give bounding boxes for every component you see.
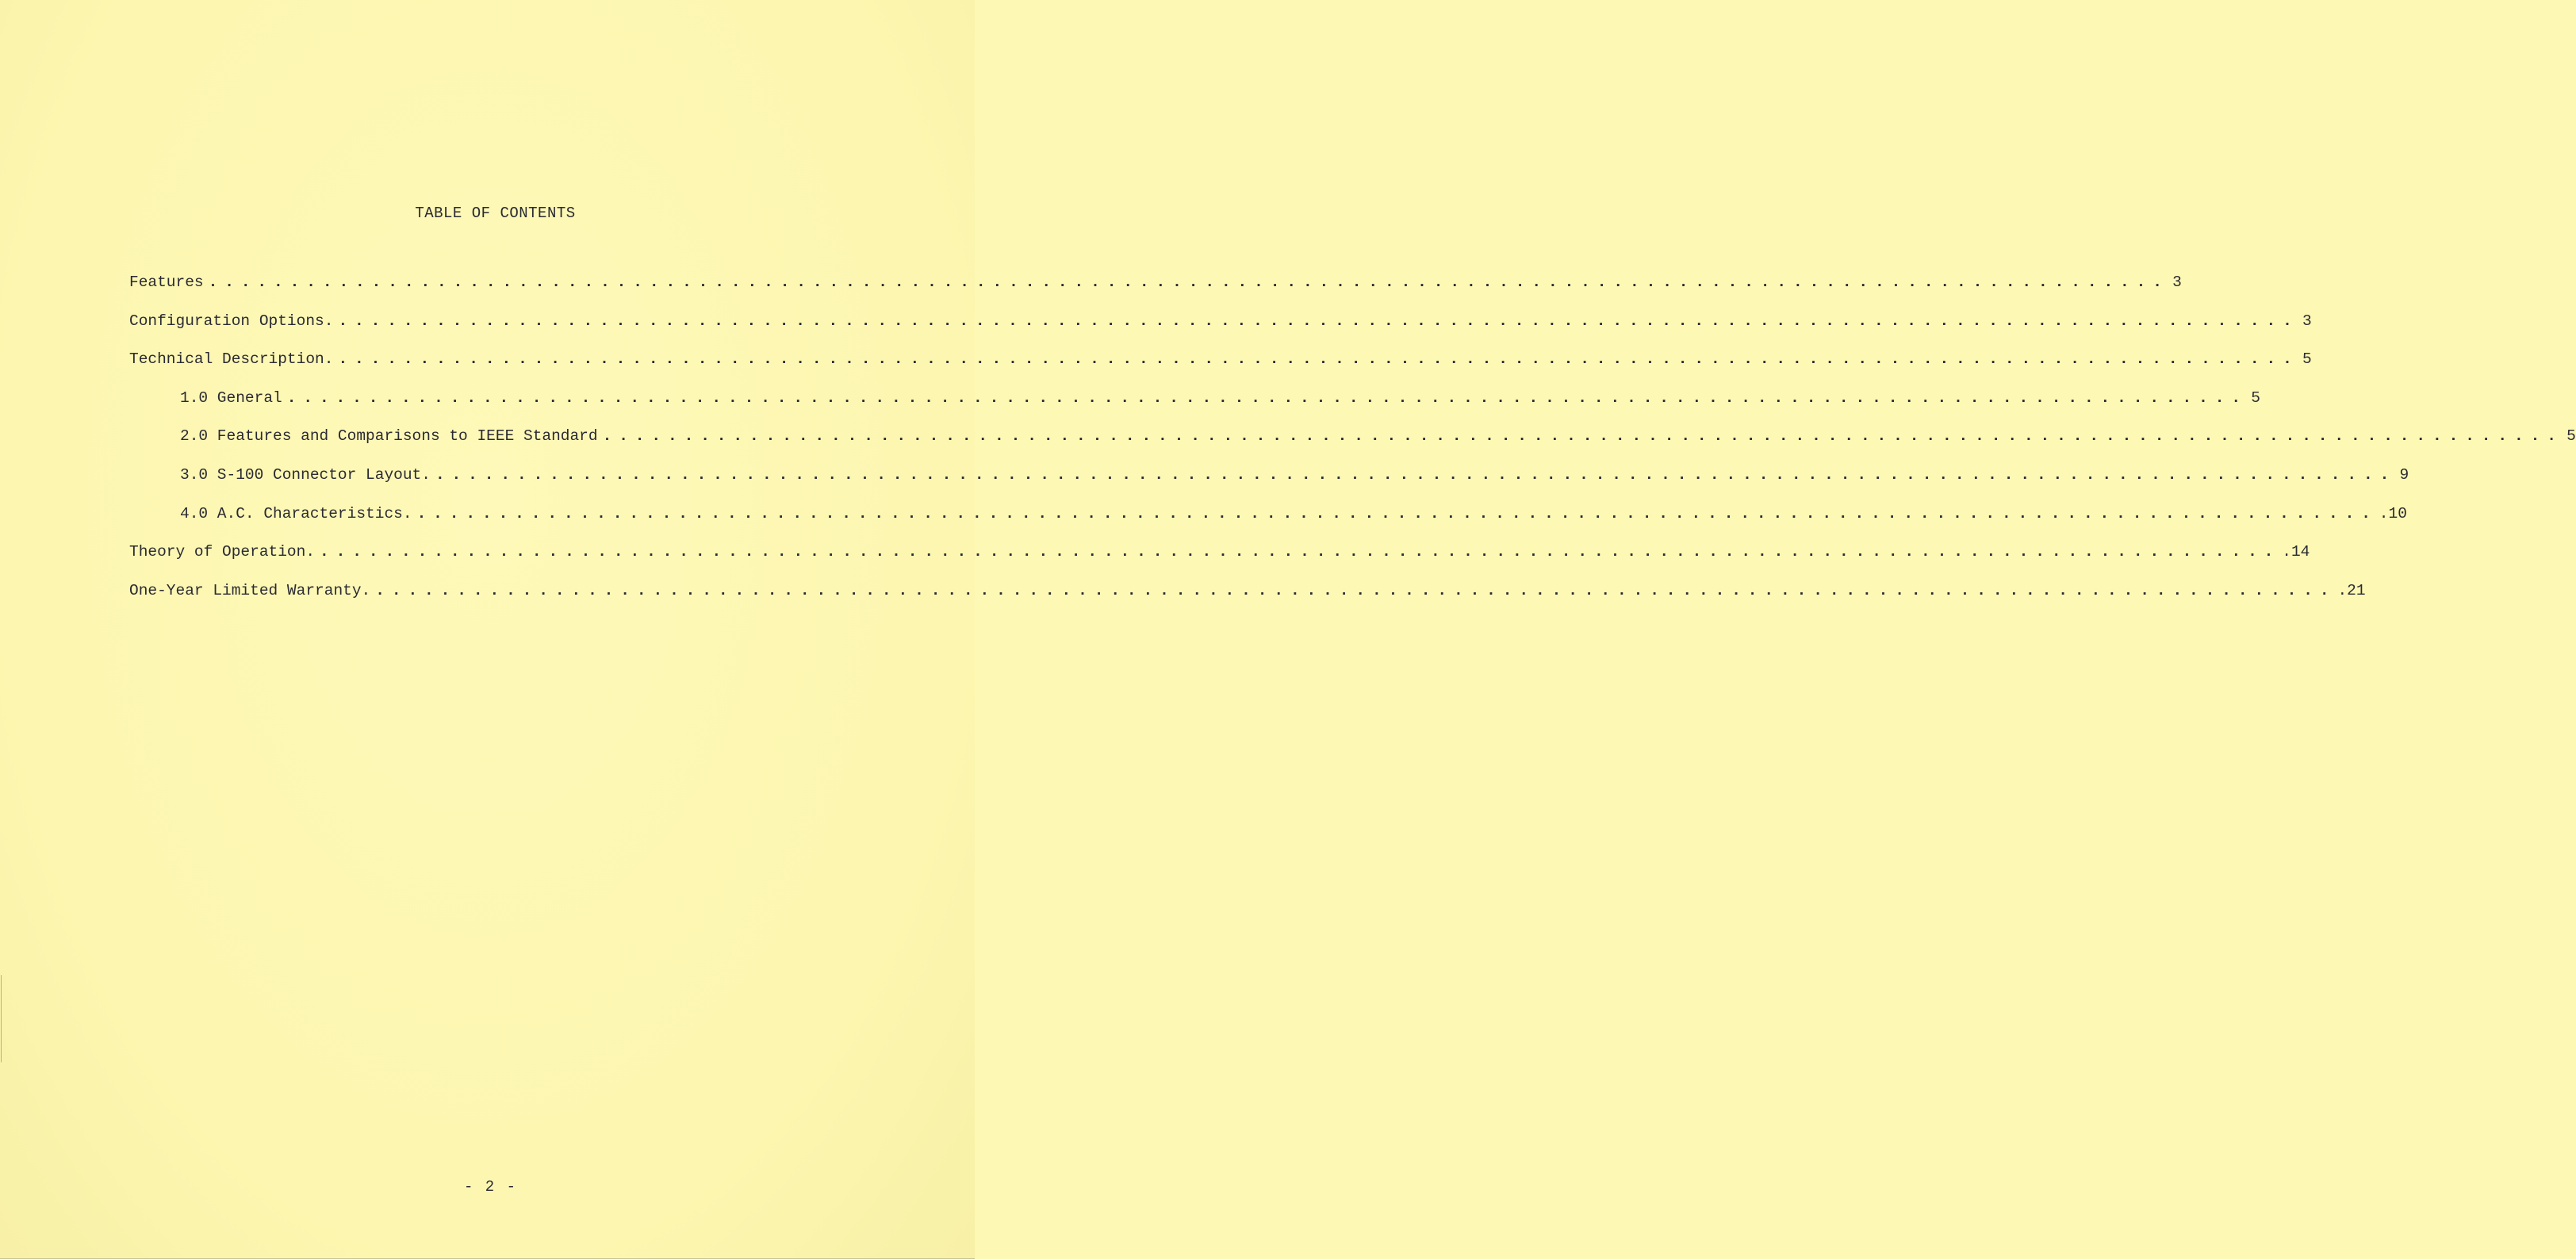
table-of-contents bbox=[129, 274, 2576, 620]
toc-entry-label: Features bbox=[129, 274, 204, 291]
toc-dot-leader: ........................................................................................................................ bbox=[416, 504, 2378, 522]
toc-entry-label: 4.0 A.C. Characteristics. bbox=[180, 504, 412, 522]
toc-entry-features bbox=[129, 274, 2182, 312]
toc-entry-page: 3 bbox=[2172, 274, 2182, 291]
toc-dot-leader: ........................................................................................................................ bbox=[375, 581, 2336, 599]
toc-entry-label: 3.0 S-100 Connector Layout. bbox=[180, 465, 431, 484]
toc-title: TABLE OF CONTENTS bbox=[415, 205, 576, 222]
toc-entry-ac-characteristics bbox=[129, 504, 2407, 544]
toc-entry-page: .14 bbox=[2282, 543, 2310, 561]
toc-entry-configuration-options bbox=[129, 312, 2312, 351]
toc-entry-theory-of-operation bbox=[129, 543, 2310, 582]
toc-entry-technical-description bbox=[129, 350, 2312, 389]
page-number: - 2 - bbox=[463, 1178, 517, 1196]
toc-dot-leader: ........................................................................................................................ bbox=[338, 312, 2299, 330]
toc-dot-leader: ........................................................................................................................ bbox=[286, 388, 2248, 407]
toc-dot-leader: ........................................................................................................................ bbox=[320, 543, 2281, 561]
toc-dot-leader: ........................................................................................................................ bbox=[602, 427, 2563, 446]
toc-entry-page: .10 bbox=[2379, 504, 2407, 522]
toc-entry-warranty bbox=[129, 581, 2366, 621]
toc-entry-page: 5 bbox=[2566, 427, 2576, 446]
toc-entry-label: One-Year Limited Warranty. bbox=[129, 581, 371, 599]
toc-entry-label: Technical Description. bbox=[129, 350, 334, 369]
toc-dot-leader: ........................................................................................................................ bbox=[435, 465, 2397, 484]
toc-entry-page: .21 bbox=[2337, 581, 2366, 599]
toc-entry-page: 5 bbox=[2251, 388, 2260, 407]
toc-entry-page: 3 bbox=[2302, 312, 2312, 330]
toc-entry-label: 2.0 Features and Comparisons to IEEE Standard bbox=[180, 427, 598, 446]
toc-entry-page: 5 bbox=[2302, 350, 2312, 369]
toc-entry-label: 1.0 General bbox=[180, 388, 282, 407]
toc-entry-page: 9 bbox=[2399, 465, 2409, 484]
scan-edge-line bbox=[1, 975, 2, 1062]
toc-dot-leader: ........................................................................................................................ bbox=[338, 350, 2299, 369]
toc-entry-general bbox=[129, 388, 2260, 428]
toc-entry-connector-layout bbox=[129, 465, 2409, 505]
toc-entry-label: Theory of Operation. bbox=[129, 543, 316, 561]
toc-entry-features-comparisons bbox=[129, 427, 2576, 466]
toc-entry-label: Configuration Options. bbox=[129, 312, 334, 330]
toc-dot-leader: ........................................................................................................................ bbox=[208, 274, 2169, 291]
